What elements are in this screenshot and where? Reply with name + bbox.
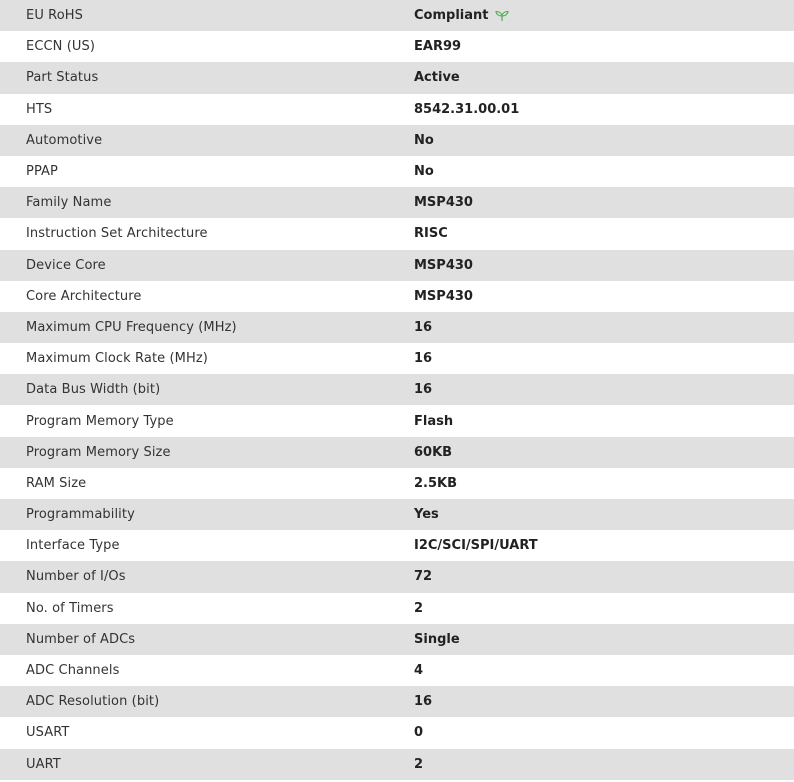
spec-value: Yes — [414, 507, 439, 523]
spec-row-automotive — [0, 125, 794, 156]
spec-label: Program Memory Size — [26, 444, 171, 460]
spec-label: Family Name — [26, 195, 112, 211]
spec-value: 16 — [414, 382, 433, 398]
spec-value: MSP430 — [414, 195, 473, 211]
spec-row-max-cpu-frequency — [0, 312, 794, 343]
spec-label: ADC Resolution (bit) — [26, 694, 160, 710]
spec-row-family-name — [0, 187, 794, 218]
spec-row-ppap — [0, 156, 794, 187]
spec-value: 72 — [414, 569, 433, 585]
spec-row-max-clock-rate — [0, 343, 794, 374]
spec-value: 60KB — [414, 444, 453, 460]
spec-row-adc-channels — [0, 655, 794, 686]
spec-value: 16 — [414, 694, 433, 710]
spec-label: Data Bus Width (bit) — [26, 382, 161, 398]
spec-value: 16 — [414, 351, 433, 367]
spec-label: ECCN (US) — [26, 39, 96, 55]
spec-row-adc-resolution — [0, 686, 794, 717]
spec-value: Single — [414, 631, 460, 647]
spec-value: MSP430 — [414, 288, 473, 304]
spec-label: Number of ADCs — [26, 631, 136, 647]
spec-row-eu-rohs — [0, 0, 794, 31]
spec-label: Instruction Set Architecture — [26, 226, 208, 242]
spec-label: Automotive — [26, 132, 103, 148]
spec-row-device-core — [0, 250, 794, 281]
spec-label: EU RoHS — [26, 8, 83, 24]
spec-value: RISC — [414, 226, 448, 242]
spec-label: PPAP — [26, 164, 58, 180]
leaf-icon — [495, 10, 509, 22]
spec-label: Maximum Clock Rate (MHz) — [26, 351, 208, 367]
spec-row-core-architecture — [0, 281, 794, 312]
spec-value: No — [414, 132, 434, 148]
spec-row-hts — [0, 94, 794, 125]
spec-label: ADC Channels — [26, 663, 120, 679]
spec-row-number-of-timers — [0, 593, 794, 624]
spec-row-part-status — [0, 62, 794, 93]
spec-value: 2 — [414, 600, 424, 616]
spec-row-eccn — [0, 31, 794, 62]
spec-label: USART — [26, 725, 70, 741]
spec-label: Program Memory Type — [26, 413, 174, 429]
spec-row-number-of-adcs — [0, 624, 794, 655]
spec-label: Part Status — [26, 70, 99, 86]
spec-label: No. of Timers — [26, 600, 114, 616]
spec-value: Flash — [414, 413, 454, 429]
spec-row-program-memory-size — [0, 437, 794, 468]
spec-label: Maximum CPU Frequency (MHz) — [26, 319, 237, 335]
spec-row-interface-type — [0, 530, 794, 561]
spec-value: 8542.31.00.01 — [414, 101, 520, 117]
spec-label: Device Core — [26, 257, 106, 273]
spec-label: Interface Type — [26, 538, 120, 554]
spec-value: Active — [414, 70, 460, 86]
spec-label: HTS — [26, 101, 53, 117]
spec-row-uart — [0, 749, 794, 780]
spec-row-data-bus-width — [0, 374, 794, 405]
spec-label: UART — [26, 756, 61, 772]
spec-label: Programmability — [26, 507, 135, 523]
spec-row-program-memory-type — [0, 405, 794, 436]
spec-value: MSP430 — [414, 257, 473, 273]
spec-value: 0 — [414, 725, 424, 741]
spec-value-text: Compliant — [414, 8, 489, 24]
spec-row-programmability — [0, 499, 794, 530]
spec-label: RAM Size — [26, 475, 87, 491]
spec-row-ram-size — [0, 468, 794, 499]
spec-value: 2.5KB — [414, 475, 458, 491]
spec-value: EAR99 — [414, 39, 462, 55]
spec-value: 4 — [414, 663, 424, 679]
spec-value: I2C/SCI/SPI/UART — [414, 538, 538, 554]
spec-value: No — [414, 164, 434, 180]
spec-label: Number of I/Os — [26, 569, 126, 585]
spec-value — [414, 8, 509, 23]
spec-row-instruction-set — [0, 218, 794, 249]
spec-row-number-of-ios — [0, 561, 794, 592]
spec-label: Core Architecture — [26, 288, 142, 304]
spec-value: 2 — [414, 756, 424, 772]
spec-row-usart — [0, 717, 794, 748]
spec-value: 16 — [414, 319, 433, 335]
